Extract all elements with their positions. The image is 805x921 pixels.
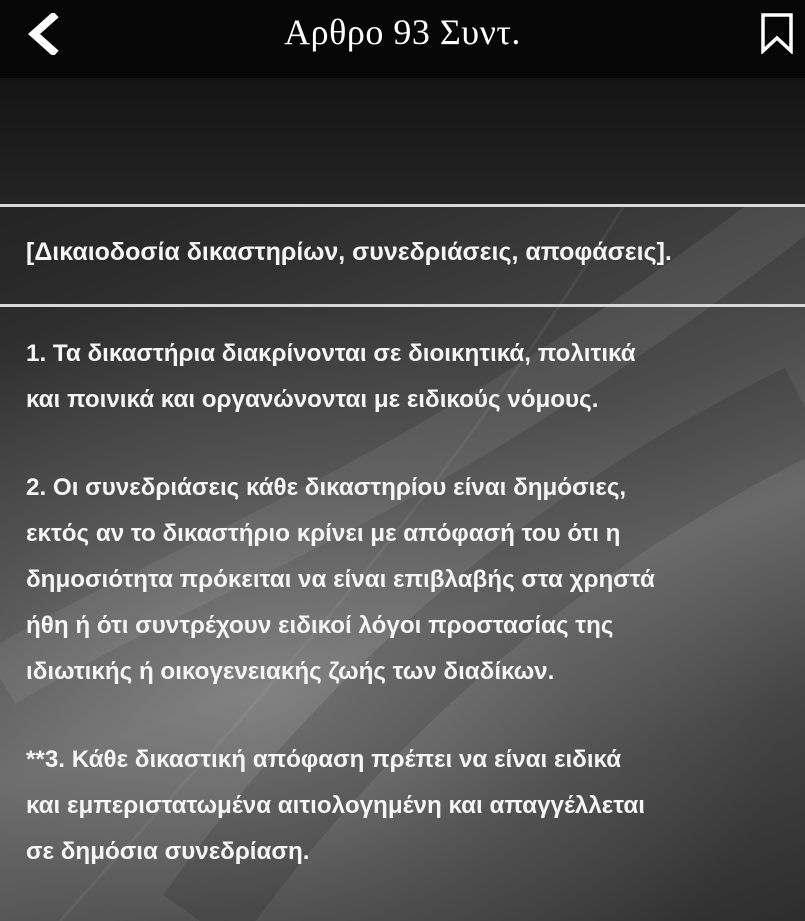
paragraph-1	[26, 331, 796, 423]
paragraph-line: και εμπεριστατωμένα αιτιολογημένη και απαγγέλλεται	[26, 792, 645, 819]
paragraph-2	[26, 465, 796, 695]
paragraph-line: σε δημόσια συνεδρίαση.	[26, 838, 310, 865]
divider-top	[0, 204, 805, 207]
page-title: Αρθρο 93 Συντ.	[284, 12, 521, 52]
article-content[interactable]	[0, 78, 805, 921]
bookmark-button[interactable]	[757, 8, 797, 58]
paragraph-line: 2. Οι συνεδριάσεις κάθε δικαστηρίου είναι δημόσιες,	[26, 474, 627, 501]
paragraph-line: εκτός αν το δικαστήριο κρίνει με απόφασή του ότι η	[26, 520, 621, 547]
bookmark-icon	[760, 12, 794, 54]
article-body	[26, 331, 796, 917]
article-heading: [Δικαιοδοσία δικαστηρίων, συνεδριάσεις, αποφάσεις].	[26, 238, 672, 266]
paragraph-line: **3. Κάθε δικαστική απόφαση πρέπει να είναι ειδικά	[26, 746, 622, 773]
paragraph-line: και ποινικά και οργανώνονται με ειδικούς νόμους.	[26, 386, 599, 413]
paragraph-line: ιδιωτικής ή οικογενειακής ζωής των διαδίκων.	[26, 658, 555, 685]
paragraph-line: ήθη ή ότι συντρέχουν ειδικοί λόγοι προστασίας της	[26, 612, 614, 639]
top-app-bar	[0, 0, 805, 78]
paragraph-line: 1. Τα δικαστήρια διακρίνονται σε διοικητικά, πολιτικά	[26, 340, 636, 367]
paragraph-line: δημοσιότητα πρόκειται να είναι επιβλαβής στα χρηστά	[26, 566, 655, 593]
article-header-area	[0, 78, 805, 204]
paragraph-3	[26, 737, 796, 875]
divider-bottom	[0, 304, 805, 307]
